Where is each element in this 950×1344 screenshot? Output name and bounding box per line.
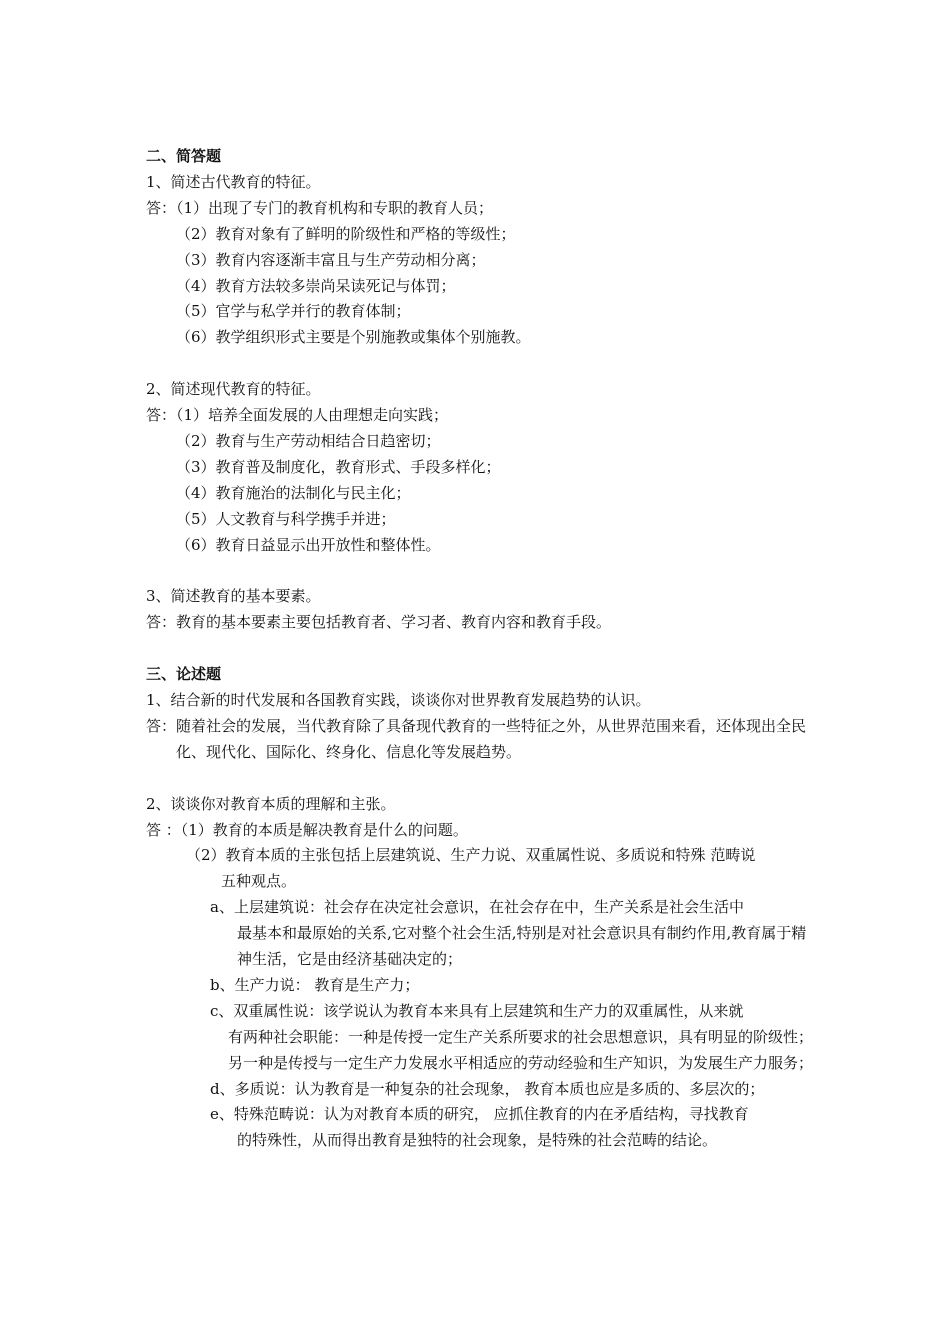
- answer-item: （3）教育普及制度化，教育形式、手段多样化；: [176, 457, 501, 476]
- answer-item: （1）培养全面发展的人由理想走向实践；: [176, 406, 449, 425]
- spacer: [146, 351, 818, 377]
- answer-line: [146, 196, 818, 222]
- answer-world-trends: 答：随着社会的发展，当代教育除了具备现代教育的一些特征之外，从世界范围来看，还体现出全民化、现代化、国际化、终身化、信息化等发展趋势。: [146, 716, 807, 761]
- view-superstructure: a、上层建筑说：社会存在决定社会意识，在社会存在中，生产关系是社会生活中: [210, 898, 744, 917]
- answer-item: （4）教育施治的法制化与民主化；: [176, 483, 411, 502]
- answer-item: （5）官学与私学并行的教育体制；: [176, 302, 411, 321]
- spacer: [146, 558, 818, 584]
- view-special-category: e、特殊范畴说：认为对教育本质的研究， 应抓住教育的内在矛盾结构，寻找教育: [210, 1105, 749, 1124]
- answer-item: （6）教学组织形式主要是个别施教或集体个别施教。: [176, 328, 531, 347]
- spacer: [146, 636, 818, 662]
- answer-part-1: 答 ：（1）教育的本质是解决教育是什么的问题。: [146, 820, 468, 839]
- view-dual-attribute-continued: 有两种社会职能：一种是传授一定生产关系所要求的社会思想意识，具有明显的阶级性；另一种是传授与一定生产力发展水平相适应的劳动经验和生产知识，为发展生产力服务；: [228, 1027, 814, 1072]
- answer-part-2-continued: 五种观点。: [221, 872, 297, 891]
- answer-item: （2）教育与生产劳动相结合日趋密切；: [176, 431, 441, 450]
- view-dual-attribute: c、双重属性说：该学说认为教育本来具有上层建筑和生产力的双重属性，从来就: [210, 1001, 744, 1020]
- answer-part-2: （2）教育本质的主张包括上层建筑说、生产力说、双重属性说、多质说和特殊 范畴说: [186, 846, 756, 865]
- answer-item: （5）人文教育与科学携手并进；: [176, 509, 396, 528]
- view-superstructure-continued: 最基本和最原始的关系,它对整个社会生活,特别是对社会意识具有制约作用,教育属于精神生活，它是由经济基础决定的；: [237, 924, 807, 969]
- section-title-essay: 三、论述题: [146, 665, 222, 684]
- answer-item: （4）教育方法较多崇尚呆读死记与体罚；: [176, 276, 456, 295]
- answer-item: （3）教育内容逐渐丰富且与生产劳动相分离；: [176, 250, 486, 269]
- view-productive-force: b、生产力说： 教育是生产力；: [210, 975, 420, 994]
- answer-line: [146, 403, 818, 429]
- section-title-short-answer: 二、简答题: [146, 147, 222, 165]
- question-world-trends: 1、结合新的时代发展和各国教育实践，谈谈你对世界教育发展趋势的认识。: [146, 690, 651, 709]
- answer-item: （2）教育对象有了鲜明的阶级性和严格的等级性；: [176, 224, 516, 243]
- spacer: [146, 766, 818, 792]
- answer-prefix: 答：: [146, 198, 177, 217]
- document-body: [146, 144, 818, 1154]
- question-education-essence: 2、谈谈你对教育本质的理解和主张。: [146, 794, 396, 813]
- question-modern-education: 2、简述现代教育的特征。: [146, 380, 321, 399]
- answer-basic-elements: 答：教育的基本要素主要包括教育者、学习者、教育内容和教育手段。: [146, 613, 612, 632]
- question-basic-elements: 3、简述教育的基本要素。: [146, 587, 321, 606]
- view-special-category-continued: 的特殊性，从而得出教育是独特的社会现象，是特殊的社会范畴的结论。: [237, 1131, 718, 1150]
- question-ancient-education: 1、简述古代教育的特征。: [146, 172, 321, 191]
- answer-prefix: 答：: [146, 406, 177, 425]
- answer-item: （1）出现了专门的教育机构和专职的教育人员；: [176, 198, 494, 217]
- answer-item: （6）教育日益显示出开放性和整体性。: [176, 535, 441, 554]
- view-multi-quality: d、多质说：认为教育是一种复杂的社会现象， 教育本质也应是多质的、多层次的；: [210, 1079, 765, 1098]
